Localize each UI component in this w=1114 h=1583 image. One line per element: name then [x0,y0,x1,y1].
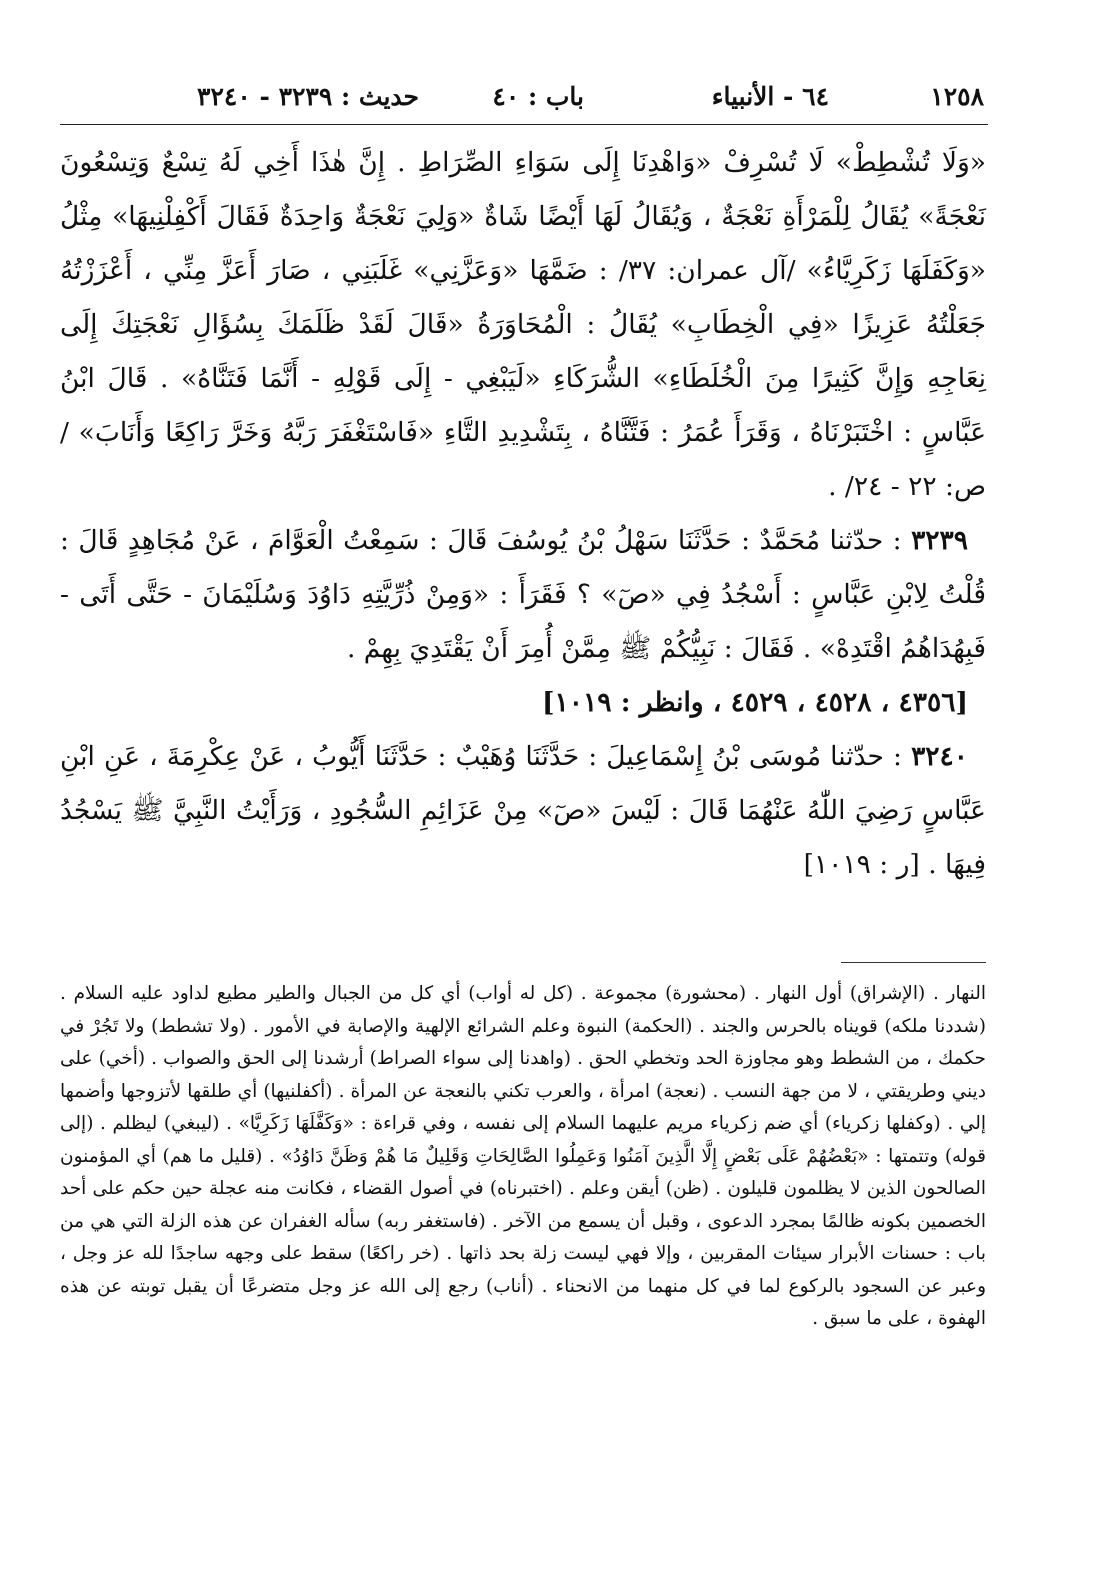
hadith-number: ٣٢٣٩ [911,525,968,556]
page-number: ١٢٥٨ [930,81,984,111]
hadith-references: [٤٣٥٦ ، ٤٥٢٨ ، ٤٥٢٩ ، وانظر : ١٠١٩] [541,687,968,718]
footnote-rule [841,962,986,963]
footnote-paragraph: النهار . (الإشراق) أول النهار . (محشورة) مجموعة . (كل له أواب) أي كل من الجبال والطير مطيع لداود عليه السلام . (شددنا ملكه) قويناه بالحرس والجند . (الحكمة) النبوة وعلم الشرائع الإلهية والإصابة في الأمور . (ولا تشطط) ولا تَجُرْ في حكمك ، من الشطط وهو مجاوزة الحد وتخطي الحق . (واهدنا إلى سواء الصراط) أرشدنا إلى الحق والصواب . (أخي) على ديني وطريقتي ، لا من جهة النسب . (نعجة) امرأة ، والعرب تكني بالنعجة عن المرأة . (أكفلنيها) أي طلقها لأتزوجها وأضمها إلي . (وكفلها زكرياء) أي ضم زكرياء مريم عليهما السلام إلى نفسه ، وفي قراءة : «وَكَفَّلَهَا زَكَرِيَّا» . (ليبغي) ليظلم . (إلى قوله) وتتمتها : «بَعْضُهُمْ عَلَى بَعْضٍ إِلَّا الَّذِينَ آمَنُوا وَعَمِلُوا الصَّالِحَاتِ وَقَلِيلٌ مَا هُمْ وَظَنَّ دَاوُدُ» . (قليل ما هم) أي المؤمنون الصالحون الذين لا يظلمون قليلون . (ظن) أيقن وعلم . (اختبرناه) في أصول القضاء ، فكانت منه عجلة حين حكم على أحد الخصمين بكونه ظالمًا بمجرد الدعوى ، وقبل أن يسمع من الآخر . (فاستغفر ربه) سأله الغفران عن هذه الزلة التي هي من باب : حسنات الأبرار سيئات المقربين ، وإلا فهي ليست زلة بحد ذاتها . (خر راكعًا) سقط على وجهه ساجدًا لله عز وجل ، وعبر عن السجود بالركوع لما في كل منهما من الانحناء . (أناب) رجع إلى الله عز وجل متضرعًا أن يقبل توبته عن هذه الهفوة ، على ما سبق . [60,983,986,1329]
hadith-3239 [60,514,986,676]
hadith-number: ٣٢٤٠ [911,741,968,772]
header-rule [60,124,988,125]
book-title: ٦٤ - الأنبياء [711,81,829,111]
hadith-text: : حدّثنا مُوسَى بْنُ إِسْمَاعِيلَ : حَدَّثَنَا وُهَيْبٌ : حَدَّثَنَا أَيُّوبُ ، عَنْ عِكْرِمَةَ ، عَنِ ابْنِ عَبَّاسٍ رَضِيَ اللّٰهُ عَنْهُمَا قَالَ : لَيْسَ «صٓ» مِنْ عَزَائِمِ السُّجُودِ ، وَرَأَيْتُ النَّبِيَّ ﷺ يَسْجُدُ فِيهَا . [ر : ١٠١٩] [60,741,986,880]
hadith-text: : حدّثنا مُحَمَّدٌ : حَدَّثَنَا سَهْلُ بْنُ يُوسُفَ قَالَ : سَمِعْتُ الْعَوَّامَ ، عَنْ مُجَاهِدٍ قَالَ : قُلْتُ لِابْنِ عَبَّاسٍ : أَسْجُدُ فِي «صٓ» ؟ فَقَرَأَ : «وَمِنْ ذُرِّيَّتِهِ دَاوُدَ وَسُلَيْمَانَ - حَتَّى أَتَى - فَبِهُدَاهُمُ اقْتَدِهْ» . فَقَالَ : نَبِيُّكُمْ ﷺ مِمَّنْ أُمِرَ أَنْ يَقْتَدِيَ بِهِمْ . [60,525,986,664]
hadith-3240 [60,730,986,892]
chapter-label: باب : ٤٠ [492,81,584,111]
intro-paragraph: «وَلَا تُشْطِطْ» لَا تُسْرِفْ «وَاهْدِنَا إِلَى سَوَاءِ الصِّرَاطِ . إِنَّ هٰذَا أَخِي لَهُ تِسْعٌ وَتِسْعُونَ نَعْجَةً» يُقَالُ لِلْمَرْأَةِ نَعْجَةٌ ، وَيُقَالُ لَهَا أَيْضًا شَاةٌ «وَلِيَ نَعْجَةٌ وَاحِدَةٌ فَقَالَ أَكْفِلْنِيهَا» مِثْلُ «وَكَفَلَهَا زَكَرِيَّاءُ» /آل عمران: ٣٧/ : ضَمَّهَا «وَعَزَّنِي» غَلَبَنِي ، صَارَ أَعَزَّ مِنِّي ، أَعْزَزْتُهُ جَعَلْتُهُ عَزِيزًا «فِي الْخِطَابِ» يُقَالُ : الْمُحَاوَرَةُ «قَالَ لَقَدْ ظَلَمَكَ بِسُؤَالِ نَعْجَتِكَ إِلَى نِعَاجِهِ وَإِنَّ كَثِيرًا مِنَ الْخُلَطَاءِ» الشُّرَكَاءِ «لَيَبْغِي - إِلَى قَوْلِهِ - أَنَّمَا فَتَنَّاهُ» . قَالَ ابْنُ عَبَّاسٍ : اخْتَبَرْنَاهُ ، وَقَرَأَ عُمَرُ : فَتَّنَّاهُ ، بِتَشْدِيدِ التَّاءِ «فَاسْتَغْفَرَ رَبَّهُ وَخَرَّ رَاكِعًا وَأَنَابَ» /ص: ٢٢ - ٢٤/ . [60,147,987,502]
footnotes [60,978,986,1336]
hadith-range: حديث : ٣٢٣٩ - ٣٢٤٠ [197,81,419,111]
main-text [60,136,986,892]
running-header [60,76,984,116]
